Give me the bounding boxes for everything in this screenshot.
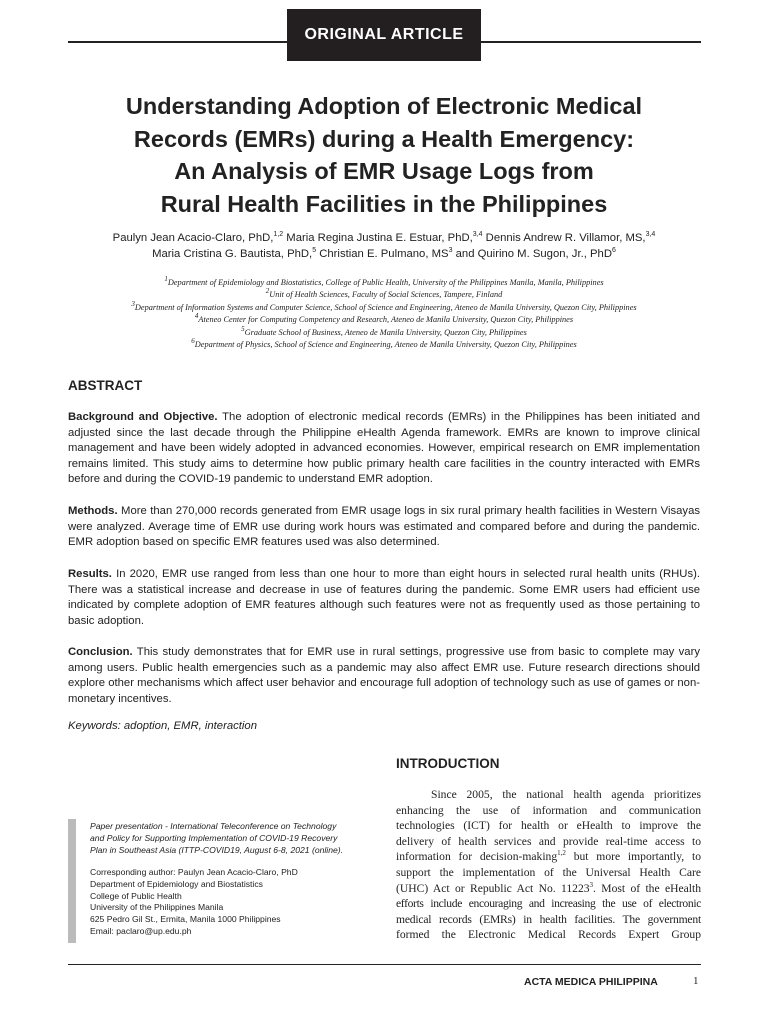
affiliation-number: 6 <box>191 337 195 346</box>
intro-line: technologies (ICT) for health or eHealth to improve the <box>396 819 701 833</box>
presentation-line: Paper presentation - International Teleconference on Technology <box>90 821 337 831</box>
note-side-bar <box>68 819 76 943</box>
intro-line: delivery of health services and provide real-time access to <box>396 834 701 848</box>
abstract-methods <box>68 504 700 551</box>
presentation-line: Plan in Southeast Asia (ITTP-COVID19, August 6-8, 2021 (online). <box>90 844 344 855</box>
contact-email: Email: paclaro@up.edu.ph <box>90 926 192 937</box>
author-name: Christian E. Pulmano, MS <box>316 248 449 260</box>
affiliation-text: Department of Epidemiology and Biostatistics, College of Public Health, University of the Philippines Manila, Manila, Philippines <box>167 278 604 287</box>
article-type-banner: ORIGINAL ARTICLE <box>287 9 481 61</box>
banner-rule-right <box>481 41 701 43</box>
presentation-line: and Policy for Supporting Implementation of COVID-19 Recovery <box>90 832 338 843</box>
author-affil-ref: 5 <box>312 247 317 255</box>
banner-rule-left <box>68 41 287 43</box>
abstract-text: The adoption of electronic medical records (EMRs) in the Philippines has been initiated and adjusted since the last decade through the Philippine eHealth Agenda framework. EMRs are known to improve clinical management and have been widely adopted in advanced economies. However, empirical research on EMR implementation remains limited. This study aims to determine how public primary health care facilities in the country interacted with EMRs before and during the COVID-19 pandemic to understand EMR adoption. <box>68 411 700 486</box>
affiliation-text: Unit of Health Sciences, Faculty of Social Sciences, Tampere, Finland <box>269 290 503 300</box>
title-line: Understanding Adoption of Electronic Medical <box>125 93 643 119</box>
intro-line: formed the Electronic Medical Records Expert Group <box>396 928 701 942</box>
affiliation-number: 3 <box>131 300 135 309</box>
author-name: Dennis Andrew R. Villamor, MS, <box>482 232 646 244</box>
contact-line: University of the Philippines Manila <box>90 902 224 913</box>
affiliation-number: 4 <box>194 312 199 321</box>
author-affil-ref: 3,4 <box>472 231 483 239</box>
affiliation-text: Graduate School of Business, Ateneo de Manila University, Quezon City, Philippines <box>244 327 527 337</box>
abstract-label: Methods. <box>68 505 118 517</box>
author-affil-ref: 6 <box>611 247 616 255</box>
affiliation-number: 1 <box>164 275 168 284</box>
affiliation-number: 2 <box>265 287 270 296</box>
affiliation-list <box>40 277 728 351</box>
intro-fragment: information for decision-making <box>396 850 558 864</box>
intro-line: enhancing the use of information and communication <box>396 803 701 817</box>
abstract-label: Results. <box>68 568 112 580</box>
author-affil-ref: 1,2 <box>273 231 284 239</box>
author-affil-ref: 3 <box>448 247 453 255</box>
intro-line: Since 2005, the national health agenda prioritizes <box>431 788 701 801</box>
author-line <box>40 230 728 246</box>
abstract-results <box>68 567 700 629</box>
introduction-text <box>396 787 701 943</box>
abstract-text: This study demonstrates that for EMR use in rural settings, progressive use from basic to complete may vary among users. Public health emergencies such as a pandemic may also affect EMR use. Future research directions should explore other mechanisms which affect user behavior and encourage full adoption of technology such as use of games or non-monetary incentives. <box>68 646 700 705</box>
contact-line: 625 Pedro Gil St., Ermita, Manila 1000 Philippines <box>90 914 281 925</box>
affiliation <box>40 324 728 339</box>
affiliation <box>40 289 728 301</box>
affiliation-text: Department of Information Systems and Computer Science, School of Science and Engineering, Ateneo de Manila University, Quezon City, Philippines <box>134 302 637 312</box>
title-line: Records (EMRs) during a Health Emergency: <box>133 125 635 152</box>
title-line: Rural Health Facilities in the Philippines <box>160 190 608 217</box>
contact-line: College of Public Health <box>90 890 182 901</box>
author-list <box>40 230 728 262</box>
contact-line: Corresponding author: Paulyn Jean Acacio-Claro, PhD <box>90 866 298 877</box>
article-title <box>60 90 708 220</box>
intro-line <box>396 849 701 865</box>
intro-line: medical records (EMRs) in health facilities. The government <box>396 912 701 926</box>
intro-line <box>396 881 701 897</box>
intro-line: efforts include encouraging and increasing the use of electronic <box>396 897 701 911</box>
citation-ref: 1,2 <box>557 849 566 858</box>
abstract-heading: ABSTRACT <box>68 378 143 393</box>
keywords: Keywords: adoption, EMR, interaction <box>68 720 258 732</box>
page-number: 1 <box>693 975 699 987</box>
title-line: An Analysis of EMR Usage Logs from <box>174 158 594 184</box>
abstract-label: Conclusion. <box>68 646 133 658</box>
abstract-label: Background and Objective. <box>68 411 218 423</box>
author-line <box>40 246 728 262</box>
footer-rule <box>68 964 701 965</box>
correspondence-note <box>90 821 375 938</box>
affiliation <box>40 314 728 326</box>
author-name: and Quirino M. Sugon, Jr., PhD <box>452 248 612 260</box>
intro-fragment: (UHC) Act or Republic Act No. 11223 <box>396 881 590 895</box>
citation-ref: 3 <box>589 880 594 889</box>
author-name: Maria Regina Justina E. Estuar, PhD, <box>283 232 473 244</box>
affiliation <box>40 277 728 289</box>
author-name: Paulyn Jean Acacio-Claro, PhD, <box>112 232 274 244</box>
affiliation <box>40 302 728 314</box>
intro-line: support the implementation of the Universal Health Care <box>396 865 701 879</box>
author-name: Maria Cristina G. Bautista, PhD, <box>152 248 313 260</box>
contact-line: Department of Epidemiology and Biostatistics <box>90 878 263 889</box>
author-affil-ref: 3,4 <box>645 231 656 239</box>
abstract-background <box>68 410 700 488</box>
intro-fragment: but more importantly, to <box>565 850 701 864</box>
affiliation-number: 5 <box>241 324 245 333</box>
affiliation-text: Department of Physics, School of Science and Engineering, Ateneo de Manila University, Quezon City, Philippines <box>194 340 577 350</box>
affiliation <box>40 339 728 351</box>
abstract-conclusion <box>68 645 700 707</box>
affiliation-text: Ateneo Center for Computing Competency and Research, Ateneo de Manila University, Quezon City, Philippines <box>198 315 574 325</box>
introduction-heading: INTRODUCTION <box>396 756 500 771</box>
abstract-text: In 2020, EMR use ranged from less than one hour to more than eight hours in selected rural health units (RHUs). There was a statistical increase and decrease in use of features during the pandemic. Some EMR users had efficient use indicated by complete adoption of EMR features although such features were not as frequently used as those pertaining to basic adoption. <box>68 568 700 627</box>
intro-fragment: . Most of the eHealth <box>593 881 701 895</box>
journal-name: ACTA MEDICA PHILIPPINA <box>524 976 658 988</box>
abstract-text: More than 270,000 records generated from EMR usage logs in six rural primary health facilities in Western Visayas were analyzed. Average time of EMR use during work hours was estimated and compared before and during the pandemic. EMR adoption based on specific EMR features used was also determined. <box>68 505 700 549</box>
